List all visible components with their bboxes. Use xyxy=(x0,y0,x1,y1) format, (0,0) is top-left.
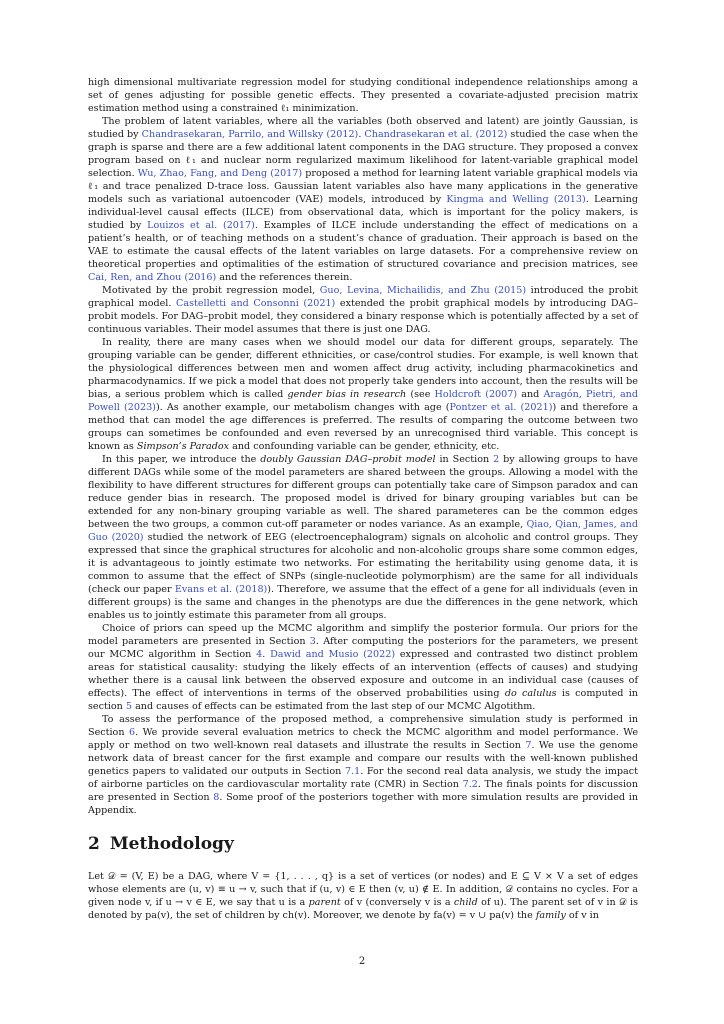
paragraph xyxy=(88,336,638,453)
body-text: of v in xyxy=(565,910,599,921)
body-text: . Some proof of the posteriors together with more simulation results are provided in Appendix. xyxy=(88,792,638,816)
citation-link[interactable]: Pontzer et al. (2021) xyxy=(449,402,553,413)
body-text: . After computing the posteriors for the parameters, we present our MCMC algorithm in Section xyxy=(88,636,638,660)
paragraph xyxy=(88,622,638,713)
body-text: . We provide several evaluation metrics to check the MCMC algorithm and model performance. We apply or method on two well-known real datasets and illustrate the results in Section xyxy=(88,727,638,751)
citation-link[interactable]: 7.1 xyxy=(344,766,361,777)
emphasis-text: Simpson’s Paradox xyxy=(136,441,230,452)
page-number: 2 xyxy=(358,956,366,967)
body-text: The problem of latent variables, where all the variables (both observed and latent) are jointly Gaussian, is studied by xyxy=(88,116,638,140)
body-text: of v (conversely v is a xyxy=(340,897,454,908)
citation-link[interactable]: Chandrasekaran, Parrilo, and Willsky (2012) xyxy=(141,129,359,140)
methodology-paragraph xyxy=(88,870,638,922)
citation-link[interactable]: Louizos et al. (2017) xyxy=(147,220,255,231)
body-text: . xyxy=(262,649,271,660)
citation-link[interactable]: 8 xyxy=(213,792,220,803)
body-text: high dimensional multivariate regression model for studying conditional independence relationships among a set of genes adjusting for possible genetic effects. They presented a covariate-adjusted precision matrix estimation method using a constrained ℓ₁ minimization. xyxy=(88,77,638,114)
paper-body xyxy=(88,76,638,922)
section-number: 2 xyxy=(88,834,100,854)
body-text: (see xyxy=(406,389,435,400)
emphasis-text: family xyxy=(535,910,566,921)
body-text: is computed in section xyxy=(88,688,638,712)
citation-link[interactable]: 7 xyxy=(525,740,532,751)
citation-link[interactable]: Cai, Ren, and Zhou (2016) xyxy=(88,272,217,283)
body-text: Let 𝒟 = (V, E) be a DAG, where V = {1, . . . , q} is a set of vertices (or nodes) and E ⊆ V × V a set of edges whose elements are (u, v) ≡ u → v, such that if (u, v) ∈ E then (v, u) ∉ E. In addition, 𝒟 contains no cycles. For a given node v, if u → v ∈ E, we say that u is a xyxy=(88,871,638,908)
citation-link[interactable]: 6 xyxy=(128,727,136,738)
citation-link[interactable]: Qiao, Qian, James, and Guo (2020) xyxy=(88,519,638,543)
body-text: ). Therefore, we assume that the effect of a gene for all individuals (even in different groups) is the same and changes in the phenotyps are due the differences in the gene network, which enables us to jointly estimate this parameter from all groups. xyxy=(88,584,638,621)
body-text: ) and therefore a method that can model the age differences is preferred. The results of comparing the outcome between two groups can sometimes be confounded and even reversed by an unrecognised third variable. This concept is known as xyxy=(88,402,638,452)
body-text: studied the network of EEG (electroencephalogram) signals on alcoholic and control groups. They expressed that since the graphical structures for alcoholic and non-alcoholic groups share some common edges, it is advantageous to jointly estimate two networks. For estimating the heritability using genome data, it is common to assume that the effect of SNPs (single-nucleotide polymorphism) are the same for all individuals (check our paper xyxy=(88,532,638,595)
citation-link[interactable]: 7.2 xyxy=(462,779,478,790)
paragraph xyxy=(88,284,638,336)
section-title: Methodology xyxy=(109,834,234,854)
body-text: . The finals points for discussion are presented in Section xyxy=(88,779,638,803)
body-text: and the references therein. xyxy=(216,272,353,283)
citation-link[interactable]: Dawid and Musio (2022) xyxy=(270,649,396,660)
paragraph xyxy=(88,115,638,284)
body-text: in Section xyxy=(435,454,494,465)
citation-link[interactable]: 5 xyxy=(125,701,133,712)
body-text: ). As another example, our metabolism changes with age ( xyxy=(155,402,450,413)
citation-link[interactable]: Chandrasekaran et al. (2012) xyxy=(364,129,508,140)
body-text: Motivated by the probit regression model, xyxy=(102,285,320,296)
body-text: of u). The parent set of v in 𝒟 is denoted by pa(v), the set of children by ch(v). Moreover, we denote by fa(v) = v ∪ pa(v) the xyxy=(88,897,638,921)
body-text: To assess the performance of the proposed method, a comprehensive simulation study is performed in Section xyxy=(88,714,638,738)
emphasis-text: parent xyxy=(308,897,341,908)
paragraph xyxy=(88,453,638,622)
citation-link[interactable]: Guo, Levina, Michailidis, and Zhu (2015) xyxy=(319,285,527,296)
citation-link[interactable]: Wu, Zhao, Fang, and Deng (2017) xyxy=(137,168,303,179)
body-text: by allowing groups to have different DAGs while some of the model parameters are shared between the groups. Allowing a model with the flexibility to have different structures for different groups can potentially take care of Simpson paradox and can reduce gender bias in research. The proposed model is drived for binary grouping variables but can be extended for any non-binary grouping variable as well. The shared parameteres can be the common edges between the two groups, a common cut-off parameter or nodes variance. As an example, xyxy=(88,454,638,530)
body-text: In reality, there are many cases when we should model our data for different groups, separately. The grouping variable can be gender, different ethnicities, or case/control studies. For example, is well known that the physiological differences between men and women affect drug activity, including pharmacokinetics and pharmacodynamics. If we pick a model that does not properly take genders into account, then the results will be bias, a serious problem which is called xyxy=(88,337,638,400)
body-text: studied the case when the graph is sparse and there are a few additional latent components in the DAG structure. They proposed a convex program based on ℓ₁ and nuclear norm regularized maximum likelihood for latent-variable graphical model selection. xyxy=(88,129,638,179)
emphasis-text: doubly Gaussian DAG–probit model xyxy=(260,454,436,465)
citation-link[interactable]: Holdcroft (2007) xyxy=(434,389,518,400)
body-text: . Learning individual-level causal effects (ILCE) from observational data, which is important for the policy makers, is studied by xyxy=(88,194,638,231)
body-text: expressed and contrasted two distinct problem areas for statistical causality: studying the likely effects of an intervention (effects of causes) and studying whether there is a causal link between the observed exposure and outcome in an individual case (causes of effects). The effect of interventions in terms of the observed probabilities using xyxy=(88,649,638,699)
paragraph xyxy=(88,76,638,115)
body-text: proposed a method for learning latent variable graphical models via ℓ₁ and trace penalized D-trace loss. Gaussian latent variables also have many applications in the generative models such as variational autoencoder (VAE) models, introduced by xyxy=(88,168,638,205)
body-text: In this paper, we introduce the xyxy=(102,454,261,465)
citation-link[interactable]: Evans et al. (2018) xyxy=(174,584,268,595)
introduction-paragraphs xyxy=(88,76,638,817)
emphasis-text: do calulus xyxy=(504,688,557,699)
section-heading xyxy=(88,834,638,854)
body-text: extended the probit graphical models by introducing DAG–probit models. For DAG–probit model, they considered a binary response which is potentially affected by a set of continuous variables. Their model assumes that there is just one DAG. xyxy=(88,298,639,335)
body-text: Choice of priors can speed up the MCMC algorithm and simplify the posterior formula. Our priors for the model parameters are presented in Section xyxy=(88,623,638,647)
body-text: and xyxy=(517,389,544,400)
body-text: and causes of effects can be estimated from the last step of our MCMC Algotithm. xyxy=(132,701,536,712)
citation-link[interactable]: 3 xyxy=(309,636,316,647)
body-text: . Examples of ILCE include understanding the effect of medications on a patient’s health, or of teaching methods on a student’s chance of graduation. Their approach is based on the VAE to estimate the causal effects of the latent variables on large datasets. For a comprehensive review on theoretical properties and optimalities of the estimation of structured covariance and precision matrices, see xyxy=(88,220,638,270)
citation-link[interactable]: Kingma and Welling (2013) xyxy=(446,194,586,205)
body-text: and confounding variable can be gender, ethnicity, etc. xyxy=(229,441,500,452)
emphasis-text: child xyxy=(453,897,478,908)
citation-link[interactable]: Aragón, Pietri, and Powell (2023) xyxy=(88,389,638,413)
citation-link[interactable]: Castelletti and Consonni (2021) xyxy=(176,298,336,309)
body-text: introduced the probit graphical model. xyxy=(88,285,639,309)
citation-link[interactable]: 2 xyxy=(493,454,500,465)
body-text: . We use the genome network data of breast cancer for the first example and compare our results with the well-known published genetics papers to validated our outputs in Section xyxy=(88,740,638,777)
citation-link[interactable]: 4 xyxy=(256,649,263,660)
emphasis-text: gender bias in research xyxy=(287,389,407,400)
body-text: . For the second real data analysis, we study the impact of airborne particles on the cardiovascular mortality rate (CMR) in Section xyxy=(88,766,638,790)
body-text: . xyxy=(358,129,365,140)
paragraph xyxy=(88,713,638,817)
